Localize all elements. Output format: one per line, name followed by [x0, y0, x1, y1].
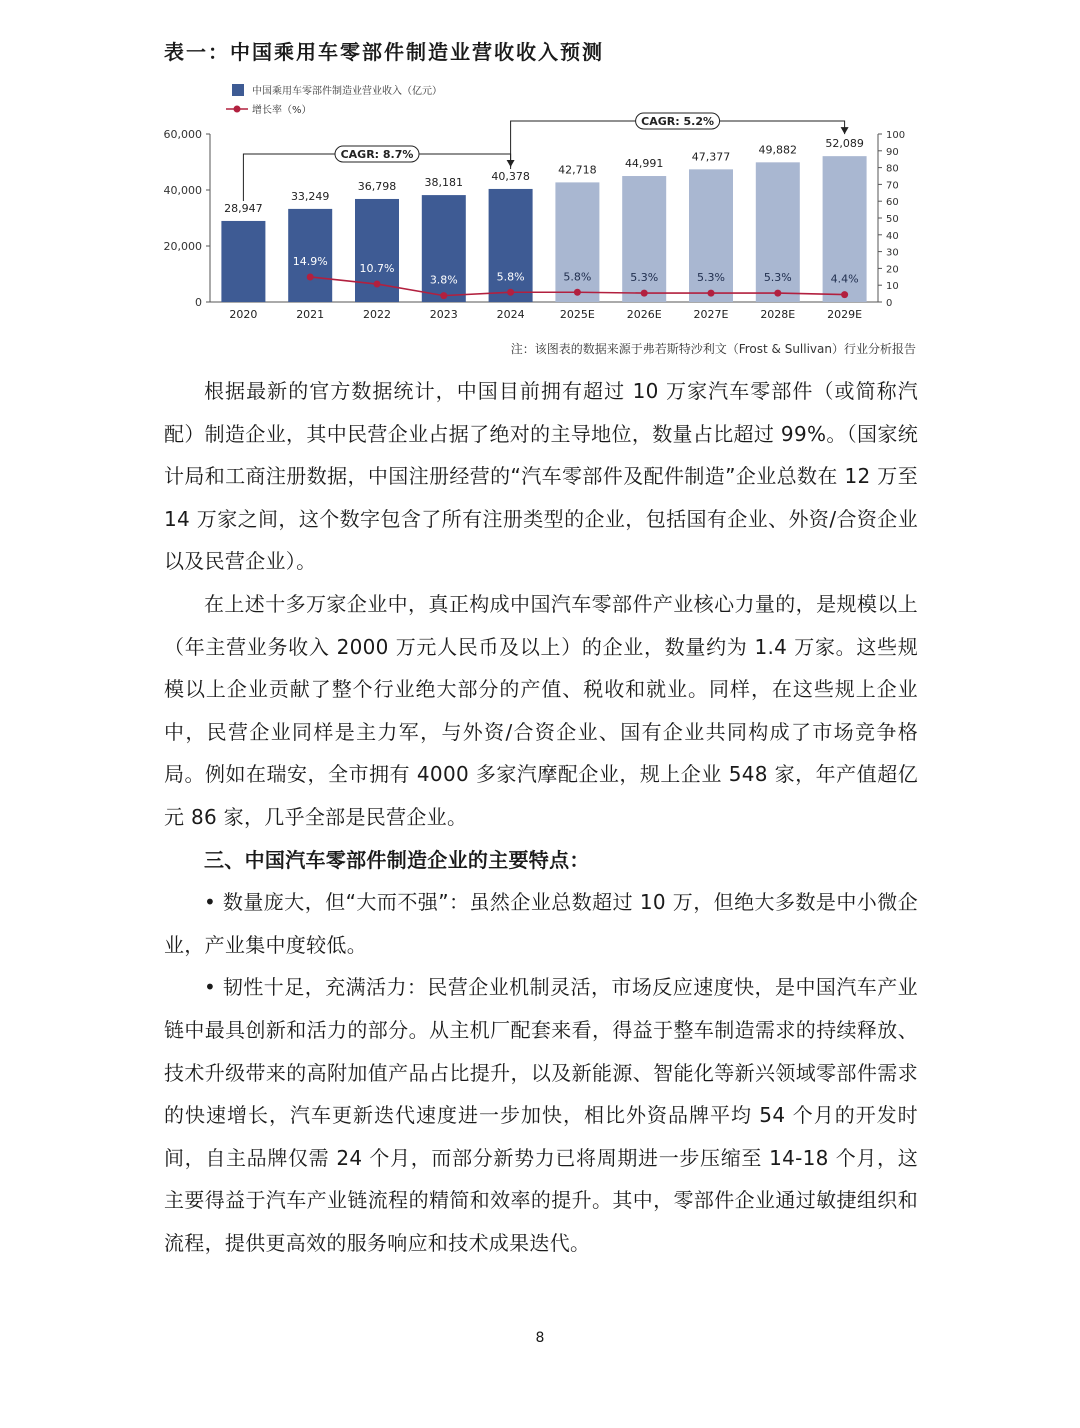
growth-rate-label: 5.3% — [630, 271, 659, 285]
growth-rate-point — [641, 290, 648, 297]
page-number: 8 — [535, 1330, 545, 1346]
y-right-tick-label: 40 — [886, 230, 899, 242]
growth-rate-point — [841, 291, 848, 298]
x-tick-label: 2028E — [760, 308, 796, 321]
growth-rate-label: 5.3% — [763, 271, 792, 285]
bar-value-label: 47,377 — [691, 150, 731, 164]
bar-value-label: 44,991 — [624, 157, 664, 171]
growth-rate-point — [708, 290, 715, 297]
revenue-bar — [221, 221, 265, 302]
bullet-paragraph-2: • 韧性十足，充满活力：民营企业机制灵活，市场反应速度快，是中国汽车产业链中最具创新和活力的部分。从主机厂配套来看，得益于整车制造需求的持续释放、技术升级带来的高附加值产品占比提升，以及新能源、智能化等新兴领域零部件需求的快速增长，汽车更新迭代速度进一步加快，相比外资品牌平均 54 个月的开发时间，自主品牌仅需 24 个月，而部分新势力已将周期进一步压缩至 14-18 个月，这主要得益于汽车产业链流程的精简和效率的提升。其中，零部件企业通过敏捷组织和流程，提供更高效的服务响应和技术成果迭代。 — [164, 975, 918, 1255]
bar-value-label: 36,798 — [357, 179, 397, 193]
growth-rate-label: 10.7% — [359, 262, 395, 276]
x-tick-label: 2022 — [363, 308, 391, 321]
x-tick-label: 2024 — [496, 308, 525, 321]
y-left-tick-label: 20,000 — [163, 240, 202, 253]
paragraph-1: 根据最新的官方数据统计，中国目前拥有超过 10 万家汽车零部件（或简称汽配）制造企业，其中民营企业占据了绝对的主导地位，数量占比超过 99%。（国家统计局和工商注册数据，中国注册经营的“汽车零部件及配件制造”企业总数在 12 万至 14 万家之间，这个数字包含了所有注册类型的企业，包括国有企业、外资/合资企业以及民营企业）。 — [164, 379, 918, 574]
chart-source-note: 注：该图表的数据来源于弗若斯特沙利文（Frost & Sullivan）行业分析报告 — [510, 342, 916, 356]
paragraph-2: 在上述十多万家企业中，真正构成中国汽车零部件产业核心力量的，是规模以上（年主营业务收入 2000 万元人民币及以上）的企业，数量约为 1.4 万家。这些规模以上企业贡献了整个行业绝大部分的产值、税收和就业。同样，在这些规上企业中，民营企业同样是主力军，与外资/合资企业、国有企业共同构成了市场竞争格局。例如在瑞安，全市拥有 4000 多家汽摩配企业，规上企业 548 家，年产值超亿元 86 家，几乎全部是民营企业。 — [164, 591, 918, 829]
legend-bar-swatch — [232, 84, 244, 96]
growth-rate-point — [307, 273, 314, 280]
legend-bar-label: 中国乘用车零部件制造业营业收入（亿元） — [252, 86, 442, 97]
x-tick-label: 2025E — [559, 308, 595, 321]
growth-rate-label: 4.4% — [830, 272, 859, 286]
y-right-tick-label: 10 — [886, 281, 899, 293]
growth-rate-label: 5.8% — [563, 270, 592, 284]
chart-title: 表一：中国乘用车零部件制造业营收收入预测 — [164, 40, 604, 64]
growth-rate-point — [574, 289, 581, 296]
bar-value-label: 33,249 — [290, 189, 330, 203]
bar-value-label: 42,718 — [558, 163, 597, 177]
revenue-chart — [150, 74, 930, 328]
x-tick-label: 2029E — [827, 308, 863, 321]
legend-line-marker — [234, 106, 241, 113]
bar-value-label: 52,089 — [825, 137, 864, 151]
y-right-tick-label: 70 — [886, 180, 899, 192]
bar-value-label: 38,181 — [424, 176, 464, 190]
section-heading: 三、中国汽车零部件制造企业的主要特点： — [204, 847, 590, 872]
body-text — [164, 370, 918, 1264]
x-tick-label: 2021 — [296, 308, 325, 321]
bar-value-label: 49,882 — [758, 143, 798, 157]
x-tick-label: 2027E — [693, 308, 729, 321]
x-tick-label: 2023 — [429, 308, 458, 321]
growth-rate-label: 14.9% — [292, 254, 328, 268]
y-right-tick-label: 30 — [886, 247, 899, 259]
bar-value-label: 28,947 — [224, 201, 263, 215]
cagr-arrowhead — [841, 127, 849, 134]
legend-line-label: 增长率（%） — [252, 105, 312, 116]
y-left-tick-label: 60,000 — [163, 128, 202, 141]
y-left-tick-label: 0 — [195, 296, 202, 309]
cagr-label: CAGR: 5.2% — [641, 115, 715, 128]
growth-rate-point — [774, 290, 781, 297]
growth-rate-label: 5.3% — [697, 271, 725, 285]
growth-rate-point — [507, 289, 514, 296]
y-right-tick-label: 50 — [886, 214, 899, 225]
y-right-tick-label: 90 — [886, 146, 899, 158]
bar-value-label: 40,378 — [491, 169, 530, 183]
y-right-tick-label: 60 — [886, 197, 899, 209]
growth-rate-point — [440, 292, 447, 299]
y-left-tick-label: 40,000 — [163, 184, 202, 197]
growth-rate-label: 5.8% — [496, 270, 525, 284]
x-tick-label: 2026E — [626, 308, 662, 321]
bullet-paragraph-1: • 数量庞大，但“大而不强”：虽然企业总数超过 10 万，但绝大多数是中小微企业，产业集中度较低。 — [164, 890, 918, 957]
x-tick-label: 2020 — [229, 308, 258, 321]
revenue-bar — [489, 189, 533, 302]
y-right-tick-label: 0 — [886, 298, 893, 309]
growth-rate-label: 3.8% — [429, 273, 458, 287]
cagr-label: CAGR: 8.7% — [340, 148, 414, 161]
growth-rate-point — [374, 281, 381, 288]
y-right-tick-label: 20 — [886, 264, 899, 276]
y-right-tick-label: 100 — [886, 130, 906, 141]
y-right-tick-label: 80 — [886, 163, 899, 175]
revenue-bar — [555, 182, 599, 302]
